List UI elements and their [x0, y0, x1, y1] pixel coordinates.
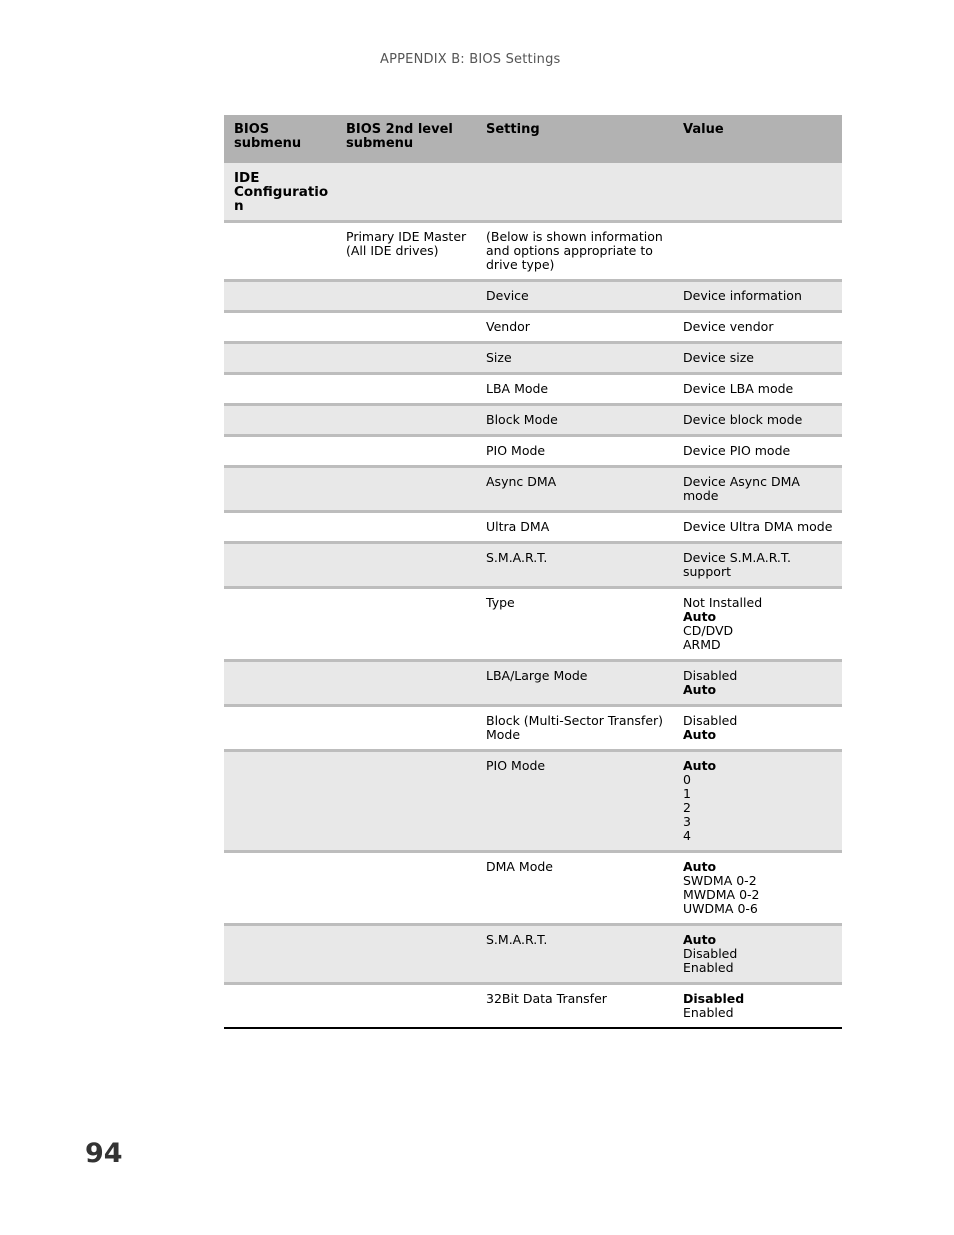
setting-cell: Ultra DMA	[476, 512, 673, 543]
submenu2-cell	[336, 312, 476, 343]
value-option: Device PIO mode	[683, 443, 791, 458]
value-cell	[673, 588, 842, 661]
submenu2-cell	[336, 852, 476, 925]
value-cell	[673, 436, 842, 467]
value-cell	[673, 405, 842, 436]
table-header	[224, 115, 842, 163]
submenu2-cell	[336, 405, 476, 436]
value-cell	[673, 543, 842, 588]
submenu2-cell	[336, 706, 476, 751]
setting-cell: Async DMA	[476, 467, 673, 512]
value-option: SWDMA 0-2	[683, 873, 757, 888]
table-row	[224, 984, 842, 1029]
table-cell	[224, 343, 336, 374]
setting-cell: (Below is shown information and options appropriate to drive type)	[476, 222, 673, 281]
value-option: 2	[683, 800, 691, 815]
table-row	[224, 925, 842, 984]
table-row	[224, 374, 842, 405]
table-row	[224, 436, 842, 467]
submenu2-cell	[336, 374, 476, 405]
header-row	[224, 115, 842, 163]
table-cell	[224, 751, 336, 852]
table-row	[224, 222, 842, 281]
value-option: CD/DVD	[683, 623, 734, 638]
setting-cell: DMA Mode	[476, 852, 673, 925]
table-body	[224, 163, 842, 1028]
value-cell	[673, 661, 842, 706]
table-row	[224, 852, 842, 925]
table-row	[224, 706, 842, 751]
value-option: Device block mode	[683, 412, 803, 427]
submenu2-cell	[336, 512, 476, 543]
value-cell	[673, 706, 842, 751]
table-cell	[224, 312, 336, 343]
setting-cell: PIO Mode	[476, 751, 673, 852]
value-option: Device S.M.A.R.T. support	[683, 550, 792, 579]
column-header-bios-submenu: BIOS submenu	[224, 115, 336, 163]
default-value: Auto	[683, 932, 717, 947]
setting-cell: Size	[476, 343, 673, 374]
table-cell	[224, 706, 336, 751]
value-option: Device Ultra DMA mode	[683, 519, 833, 534]
table-row	[224, 661, 842, 706]
value-option: Disabled	[683, 713, 738, 728]
value-cell	[673, 374, 842, 405]
submenu2-cell: Primary IDE Master (All IDE drives)	[336, 222, 476, 281]
value-option: Device vendor	[683, 319, 774, 334]
value-option: Device size	[683, 350, 754, 365]
table-row	[224, 405, 842, 436]
table-cell	[224, 405, 336, 436]
setting-cell: Block Mode	[476, 405, 673, 436]
default-value: Auto	[683, 758, 717, 773]
submenu2-cell	[336, 925, 476, 984]
submenu2-cell	[336, 467, 476, 512]
table-cell	[224, 984, 336, 1029]
table-row	[224, 588, 842, 661]
setting-cell: Device	[476, 281, 673, 312]
page-number: 94	[85, 1138, 123, 1169]
bios-settings-table	[224, 115, 842, 1029]
setting-cell: PIO Mode	[476, 436, 673, 467]
value-cell	[673, 852, 842, 925]
table-cell	[224, 852, 336, 925]
table-cell	[224, 222, 336, 281]
submenu2-cell	[336, 436, 476, 467]
value-option: Device LBA mode	[683, 381, 794, 396]
table-row	[224, 512, 842, 543]
setting-cell: S.M.A.R.T.	[476, 543, 673, 588]
value-cell	[673, 984, 842, 1029]
table-row	[224, 543, 842, 588]
table-cell	[476, 163, 673, 222]
value-cell	[673, 925, 842, 984]
table-cell	[673, 163, 842, 222]
table-row	[224, 467, 842, 512]
value-option: 0	[683, 772, 691, 787]
setting-cell: Block (Multi-Sector Transfer) Mode	[476, 706, 673, 751]
table-cell	[224, 512, 336, 543]
value-cell	[673, 512, 842, 543]
value-cell	[673, 281, 842, 312]
table-cell	[224, 543, 336, 588]
value-option: Disabled	[683, 668, 738, 683]
table-cell	[224, 661, 336, 706]
submenu2-cell	[336, 543, 476, 588]
table-cell	[224, 374, 336, 405]
value-option: Not Installed	[683, 595, 763, 610]
default-value: Auto	[683, 859, 717, 874]
value-cell	[673, 467, 842, 512]
table-cell	[224, 281, 336, 312]
value-option: Device information	[683, 288, 802, 303]
value-option: 3	[683, 814, 691, 829]
value-option: UWDMA 0-6	[683, 901, 758, 916]
column-header-setting: Setting	[476, 115, 673, 163]
table-cell	[336, 163, 476, 222]
column-header-value: Value	[673, 115, 842, 163]
running-header: APPENDIX B: BIOS Settings	[380, 52, 561, 67]
value-option: Device Async DMA mode	[683, 474, 800, 503]
setting-cell: LBA Mode	[476, 374, 673, 405]
table-row	[224, 751, 842, 852]
table-row	[224, 343, 842, 374]
setting-cell: Type	[476, 588, 673, 661]
value-cell	[673, 222, 842, 281]
setting-cell: S.M.A.R.T.	[476, 925, 673, 984]
value-option: ARMD	[683, 637, 721, 652]
submenu2-cell	[336, 281, 476, 312]
table-cell	[224, 588, 336, 661]
submenu2-cell	[336, 661, 476, 706]
value-option: Enabled	[683, 960, 734, 975]
value-option: 4	[683, 828, 691, 843]
value-cell	[673, 343, 842, 374]
value-option: 1	[683, 786, 691, 801]
value-option: Enabled	[683, 1005, 734, 1020]
default-value: Auto	[683, 682, 717, 697]
table-cell	[224, 436, 336, 467]
setting-cell: Vendor	[476, 312, 673, 343]
value-option: MWDMA 0-2	[683, 887, 760, 902]
default-value: Disabled	[683, 991, 745, 1006]
submenu2-cell	[336, 751, 476, 852]
default-value: Auto	[683, 609, 717, 624]
table-cell	[224, 925, 336, 984]
section-row	[224, 163, 842, 222]
setting-cell: 32Bit Data Transfer	[476, 984, 673, 1029]
setting-cell: LBA/Large Mode	[476, 661, 673, 706]
submenu2-cell	[336, 984, 476, 1029]
section-title: IDE Configuration	[224, 163, 336, 222]
submenu2-cell	[336, 588, 476, 661]
table-cell	[224, 467, 336, 512]
table-row	[224, 281, 842, 312]
value-option: Disabled	[683, 946, 738, 961]
column-header-2nd-level-submenu: BIOS 2nd level submenu	[336, 115, 476, 163]
value-cell	[673, 751, 842, 852]
value-cell	[673, 312, 842, 343]
submenu2-cell	[336, 343, 476, 374]
default-value: Auto	[683, 727, 717, 742]
table-row	[224, 312, 842, 343]
